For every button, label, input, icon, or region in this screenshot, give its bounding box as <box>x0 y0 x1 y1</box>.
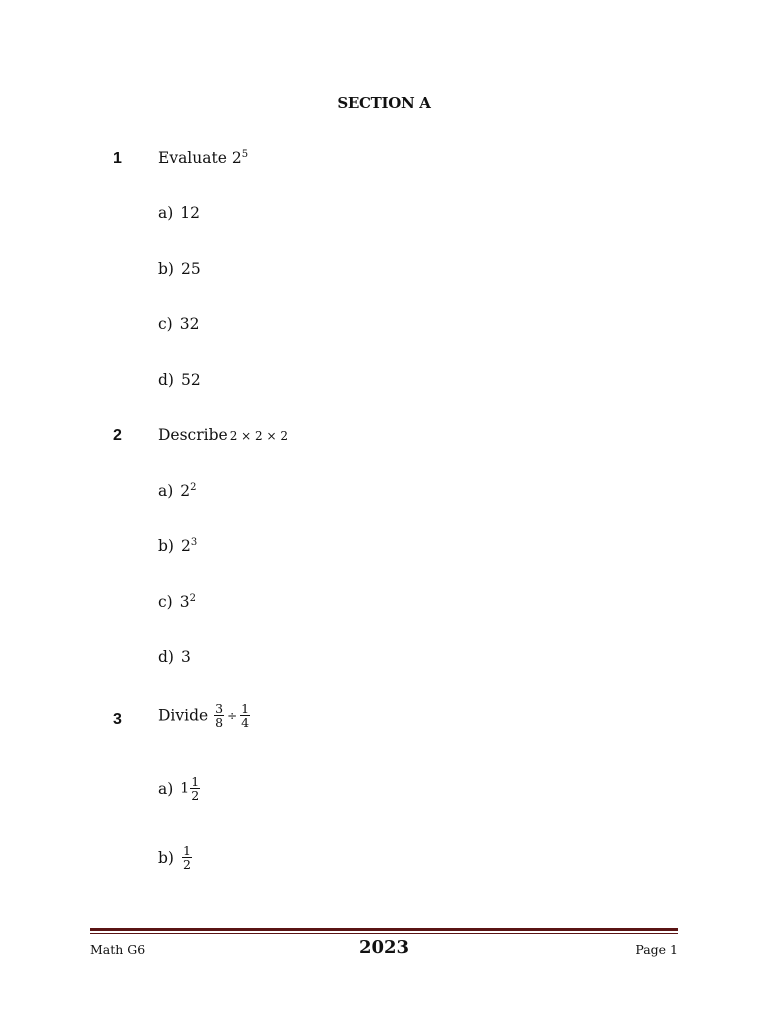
footer-rule-thick <box>90 928 678 931</box>
option-value: $3^2$ <box>179 593 196 611</box>
option-label: b) <box>158 260 174 278</box>
answer-option <box>158 260 201 278</box>
answer-option <box>158 537 197 555</box>
math-expression: 2 × 2 × 2 <box>229 429 288 443</box>
footer-subject: Math G6 <box>90 942 146 957</box>
option-label: a) <box>158 482 174 500</box>
question-number: 3 <box>113 711 122 728</box>
footer-page-number: Page 1 <box>635 942 678 957</box>
option-value: $2^2$ <box>180 482 197 500</box>
option-label: d) <box>158 371 174 389</box>
option-value: 12 <box>180 204 201 222</box>
option-value: 3 <box>180 648 191 666</box>
option-value: 52 <box>180 371 201 389</box>
question-number: 1 <box>113 150 122 167</box>
option-value: 32 <box>179 315 200 333</box>
answer-option <box>158 371 201 389</box>
division-sign: ÷ <box>227 708 238 723</box>
option-value: 25 <box>180 260 201 278</box>
fraction: $\frac{1}{2}$ <box>191 774 200 804</box>
question-prompt <box>158 702 251 729</box>
option-value: $2^3$ <box>180 537 198 555</box>
answer-option <box>158 204 200 222</box>
question-prompt <box>158 426 288 444</box>
footer-rule-thin <box>90 933 678 934</box>
mixed-number-whole: 1 <box>180 780 190 797</box>
option-label: d) <box>158 648 174 666</box>
option-label: c) <box>158 593 173 611</box>
question-prompt <box>158 149 248 167</box>
option-label: a) <box>158 779 174 798</box>
question-number: 2 <box>113 427 122 444</box>
option-label: b) <box>158 848 174 867</box>
prompt-text: Divide <box>158 706 209 725</box>
prompt-text: Evaluate <box>158 149 227 167</box>
option-label: c) <box>158 315 173 333</box>
section-title: SECTION A <box>337 94 431 112</box>
fraction: $\frac{3}{8}$ <box>215 701 224 731</box>
fraction: $\frac{1}{4}$ <box>241 701 250 731</box>
answer-option <box>158 648 191 666</box>
answer-option <box>158 844 193 871</box>
answer-option <box>158 482 197 500</box>
answer-option <box>158 315 199 333</box>
answer-option <box>158 775 201 802</box>
option-label: b) <box>158 537 174 555</box>
option-label: a) <box>158 204 174 222</box>
footer-year: 2023 <box>358 937 410 958</box>
fraction: $\frac{1}{2}$ <box>182 843 191 873</box>
answer-option <box>158 593 196 611</box>
math-expression: $2^5$ <box>231 149 249 167</box>
prompt-text: Describe <box>158 426 228 444</box>
